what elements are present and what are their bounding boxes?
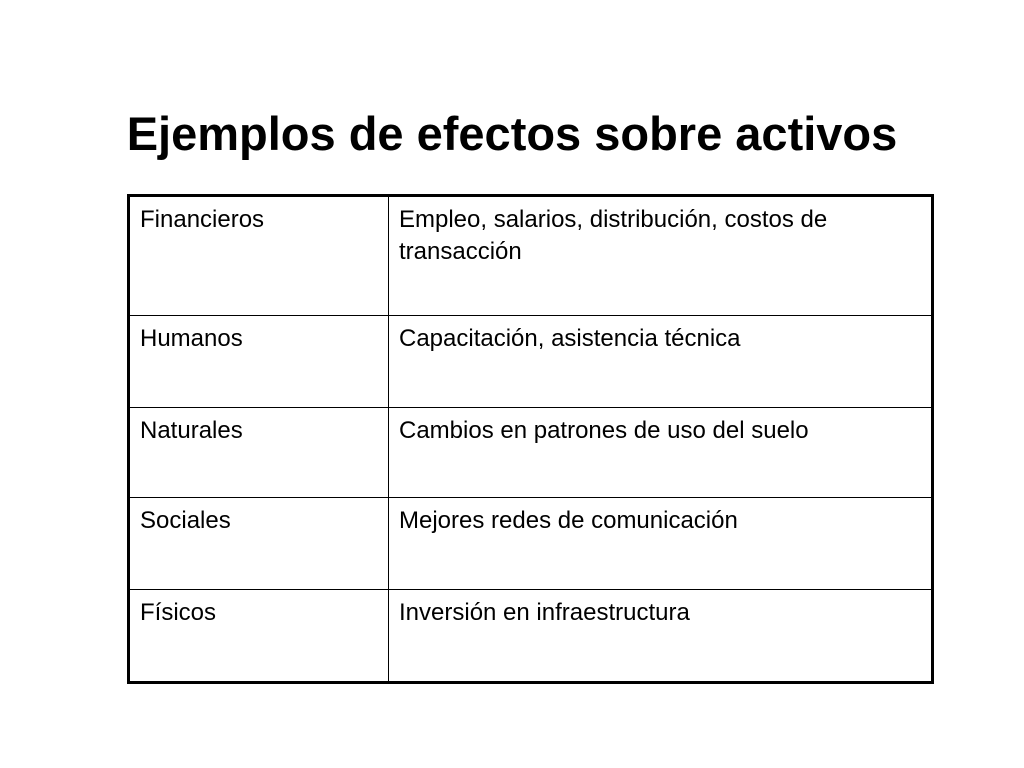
assets-effects-table: [127, 194, 934, 684]
table-row: [129, 590, 933, 683]
table-row: [129, 316, 933, 408]
table-row: [129, 498, 933, 590]
effect-cell: Capacitación, asistencia técnica: [389, 316, 933, 408]
effect-cell: Mejores redes de comunicación: [389, 498, 933, 590]
page-title: Ejemplos de efectos sobre activos: [126, 107, 898, 160]
effect-cell: Empleo, salarios, distribución, costos de transacción: [389, 196, 933, 316]
table-row: [129, 196, 933, 316]
asset-type-cell: Físicos: [129, 590, 389, 683]
asset-type-cell: Financieros: [129, 196, 389, 316]
asset-type-cell: Sociales: [129, 498, 389, 590]
effect-cell: Cambios en patrones de uso del suelo: [389, 408, 933, 498]
effect-cell: Inversión en infraestructura: [389, 590, 933, 683]
asset-type-cell: Naturales: [129, 408, 389, 498]
table-row: [129, 408, 933, 498]
asset-type-cell: Humanos: [129, 316, 389, 408]
